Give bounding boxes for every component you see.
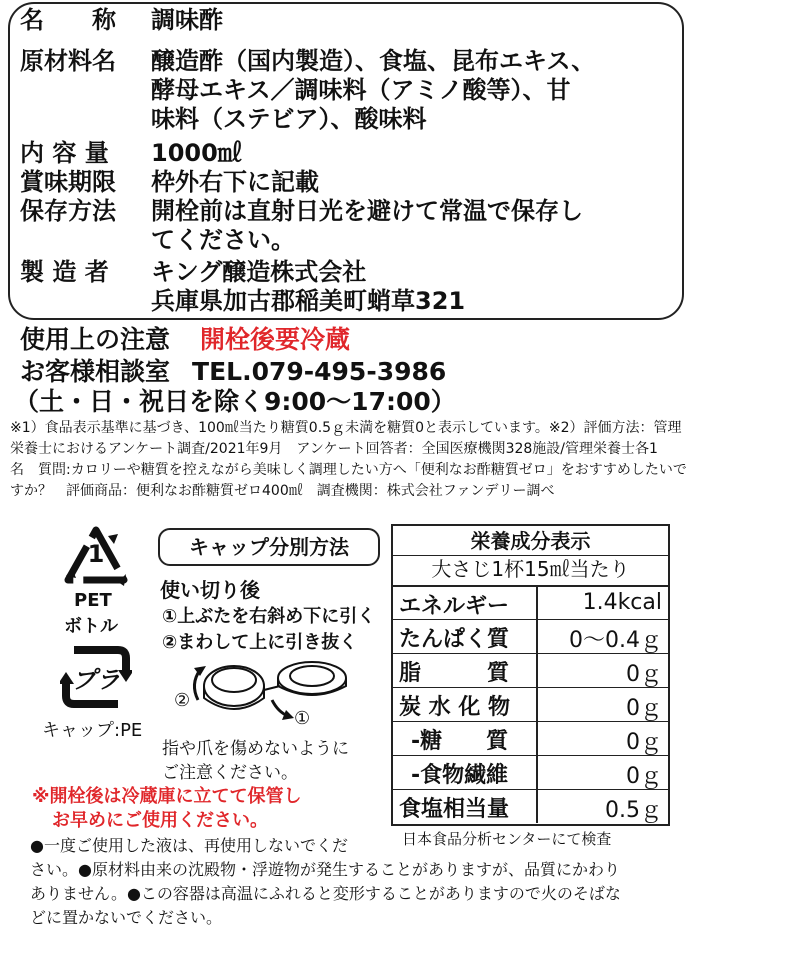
label-value: キング醸造株式会社 <box>151 258 367 286</box>
column-divider <box>536 654 538 687</box>
nutrient-name: 炭 水 化 物 <box>399 695 510 720</box>
lab-tested-note: 日本食品分析センターにて検査 <box>402 830 612 848</box>
label-row-ingredients <box>20 47 595 76</box>
nutrient-value: 0ｇ <box>626 696 662 721</box>
pla-mark-text: プラ <box>72 666 120 694</box>
nutrient-name: -食物繊維 <box>411 763 509 788</box>
nutrition-row <box>393 585 668 619</box>
label-value: 1000㎖ <box>151 139 242 167</box>
contact-hours: （土・日・祝日を除く9:00～17:00） <box>14 387 456 416</box>
column-divider <box>536 587 538 620</box>
cap-note-2: ご注意ください。 <box>162 763 298 783</box>
cap-step-2: ②まわして上に引き抜く <box>162 632 358 653</box>
footer-notes <box>30 834 670 930</box>
contact-key: お客様相談室 <box>20 357 171 386</box>
pet-sub-label: ボトル <box>64 616 118 637</box>
label-value: 醸造酢（国内製造）、食塩、昆布エキス、 <box>151 47 596 75</box>
nutrient-value: 0～0.4ｇ <box>569 628 662 653</box>
refrigerate-warning-line-2: お早めにご使用ください。 <box>52 810 268 831</box>
nutrient-value: 0.5ｇ <box>605 798 662 823</box>
contact-tel: TEL.079-495-3986 <box>192 357 447 386</box>
nutrition-table <box>391 524 670 826</box>
cap-note-1: 指や爪を傷めないように <box>162 739 349 759</box>
label-key: 内 容 量 <box>20 139 109 167</box>
fine-print <box>10 418 796 502</box>
caution-key: 使用上の注意 <box>20 325 171 354</box>
nutrition-serving: 大さじ1杯15㎖当たり <box>393 555 668 583</box>
column-divider <box>536 756 538 789</box>
cap-step-2-marker: ② <box>174 690 191 711</box>
cap-step-1-marker: ① <box>294 708 311 729</box>
contact-line <box>20 357 446 387</box>
nutrient-name: 脂 質 <box>399 661 510 686</box>
footer-line: ●一度ご使用した液は、再使用しないでくだ <box>30 836 348 855</box>
label-value: 開栓前は直射日光を避けて常温で保存し <box>151 197 583 225</box>
ingredients-line-3: 味料（ステビア）、酸味料 <box>151 105 427 133</box>
nutrient-name: エネルギー <box>399 594 510 619</box>
label-key: 名 称 <box>20 6 116 34</box>
fine-print-line: すか？ 評価商品：便利なお酢糖質ゼロ400㎖ 調査機関：株式会社ファンデリー調べ <box>10 483 555 499</box>
cap-illustration <box>176 650 356 730</box>
label-key: 製 造 者 <box>20 258 109 286</box>
pet-number: 1 <box>87 540 105 568</box>
refrigerate-warning-line-1: ※開栓後は冷蔵庫に立てて保管し <box>32 786 302 807</box>
nutrition-title: 栄養成分表示 <box>470 529 591 553</box>
label-key: 賞味期限 <box>20 168 116 196</box>
nutrient-value: 0ｇ <box>626 662 662 687</box>
footer-line: どに置かないでください。 <box>30 908 223 927</box>
label-row-storage <box>20 197 583 226</box>
label-row-expiry <box>20 168 319 197</box>
column-divider <box>536 688 538 721</box>
nutrition-row <box>393 653 668 687</box>
label-row-name <box>20 6 223 35</box>
fine-print-line: 栄養士におけるアンケート調査/2021年9月 アンケート回答者：全国医療機関328施設/管理栄養士各1 <box>10 441 658 457</box>
nutrient-name: たんぱく質 <box>399 627 510 652</box>
nutrition-row <box>393 755 668 789</box>
label-row-volume <box>20 139 242 168</box>
footer-line: さい。●原材料由来の沈殿物・浮遊物が発生することがありますが、品質にかわり <box>30 860 620 879</box>
cap-step-1: ①上ぶたを右斜め下に引く <box>162 606 376 627</box>
column-divider <box>536 620 538 653</box>
caution-line <box>20 325 350 355</box>
nutrient-name: 食塩相当量 <box>399 797 510 822</box>
maker-address: 兵庫県加古郡稲美町蛸草321 <box>151 287 466 315</box>
column-divider <box>536 722 538 755</box>
pet-recycle-icon <box>60 524 132 590</box>
pet-label: PET <box>74 590 112 611</box>
label-key: 保存方法 <box>20 197 116 225</box>
ingredients-line-2: 酵母エキス／調味料（アミノ酸等）、甘 <box>151 76 571 104</box>
footer-line: ありません。●この容器は高温にふれると変形することがありますので火のそばな <box>30 884 621 903</box>
nutrient-name: -糖 質 <box>411 729 509 754</box>
nutrient-value: 1.4kcal <box>582 590 662 615</box>
label-key: 原材料名 <box>20 47 116 75</box>
fine-print-line: 名 質問:カロリーや糖質を控えながら美味しく調理したい方へ「便利なお酢糖質ゼロ」をおすすめしたいで <box>10 462 687 478</box>
cap-material-label: キャップ:PE <box>42 720 143 741</box>
column-divider <box>536 790 538 823</box>
nutrition-row <box>393 619 668 653</box>
nutrient-value: 0ｇ <box>626 730 662 755</box>
nutrition-row <box>393 687 668 721</box>
caution-value: 開栓後要冷蔵 <box>200 325 351 354</box>
nutrient-value: 0ｇ <box>626 764 662 789</box>
label-row-maker <box>20 258 366 287</box>
nutrition-row <box>393 721 668 755</box>
fine-print-line: ※1）食品表示基準に基づき、100㎖当たり糖質0.5ｇ未満を糖質0と表示しています。※2）評価方法：管理 <box>10 420 682 436</box>
cap-after-use: 使い切り後 <box>160 578 260 602</box>
cap-separation-title: キャップ分別方法 <box>158 528 380 566</box>
label-value: 調味酢 <box>151 6 223 34</box>
pla-recycle-icon <box>60 646 132 708</box>
nutrition-row <box>393 789 668 823</box>
storage-line-2: てください。 <box>151 226 295 254</box>
label-value: 枠外右下に記載 <box>151 168 319 196</box>
